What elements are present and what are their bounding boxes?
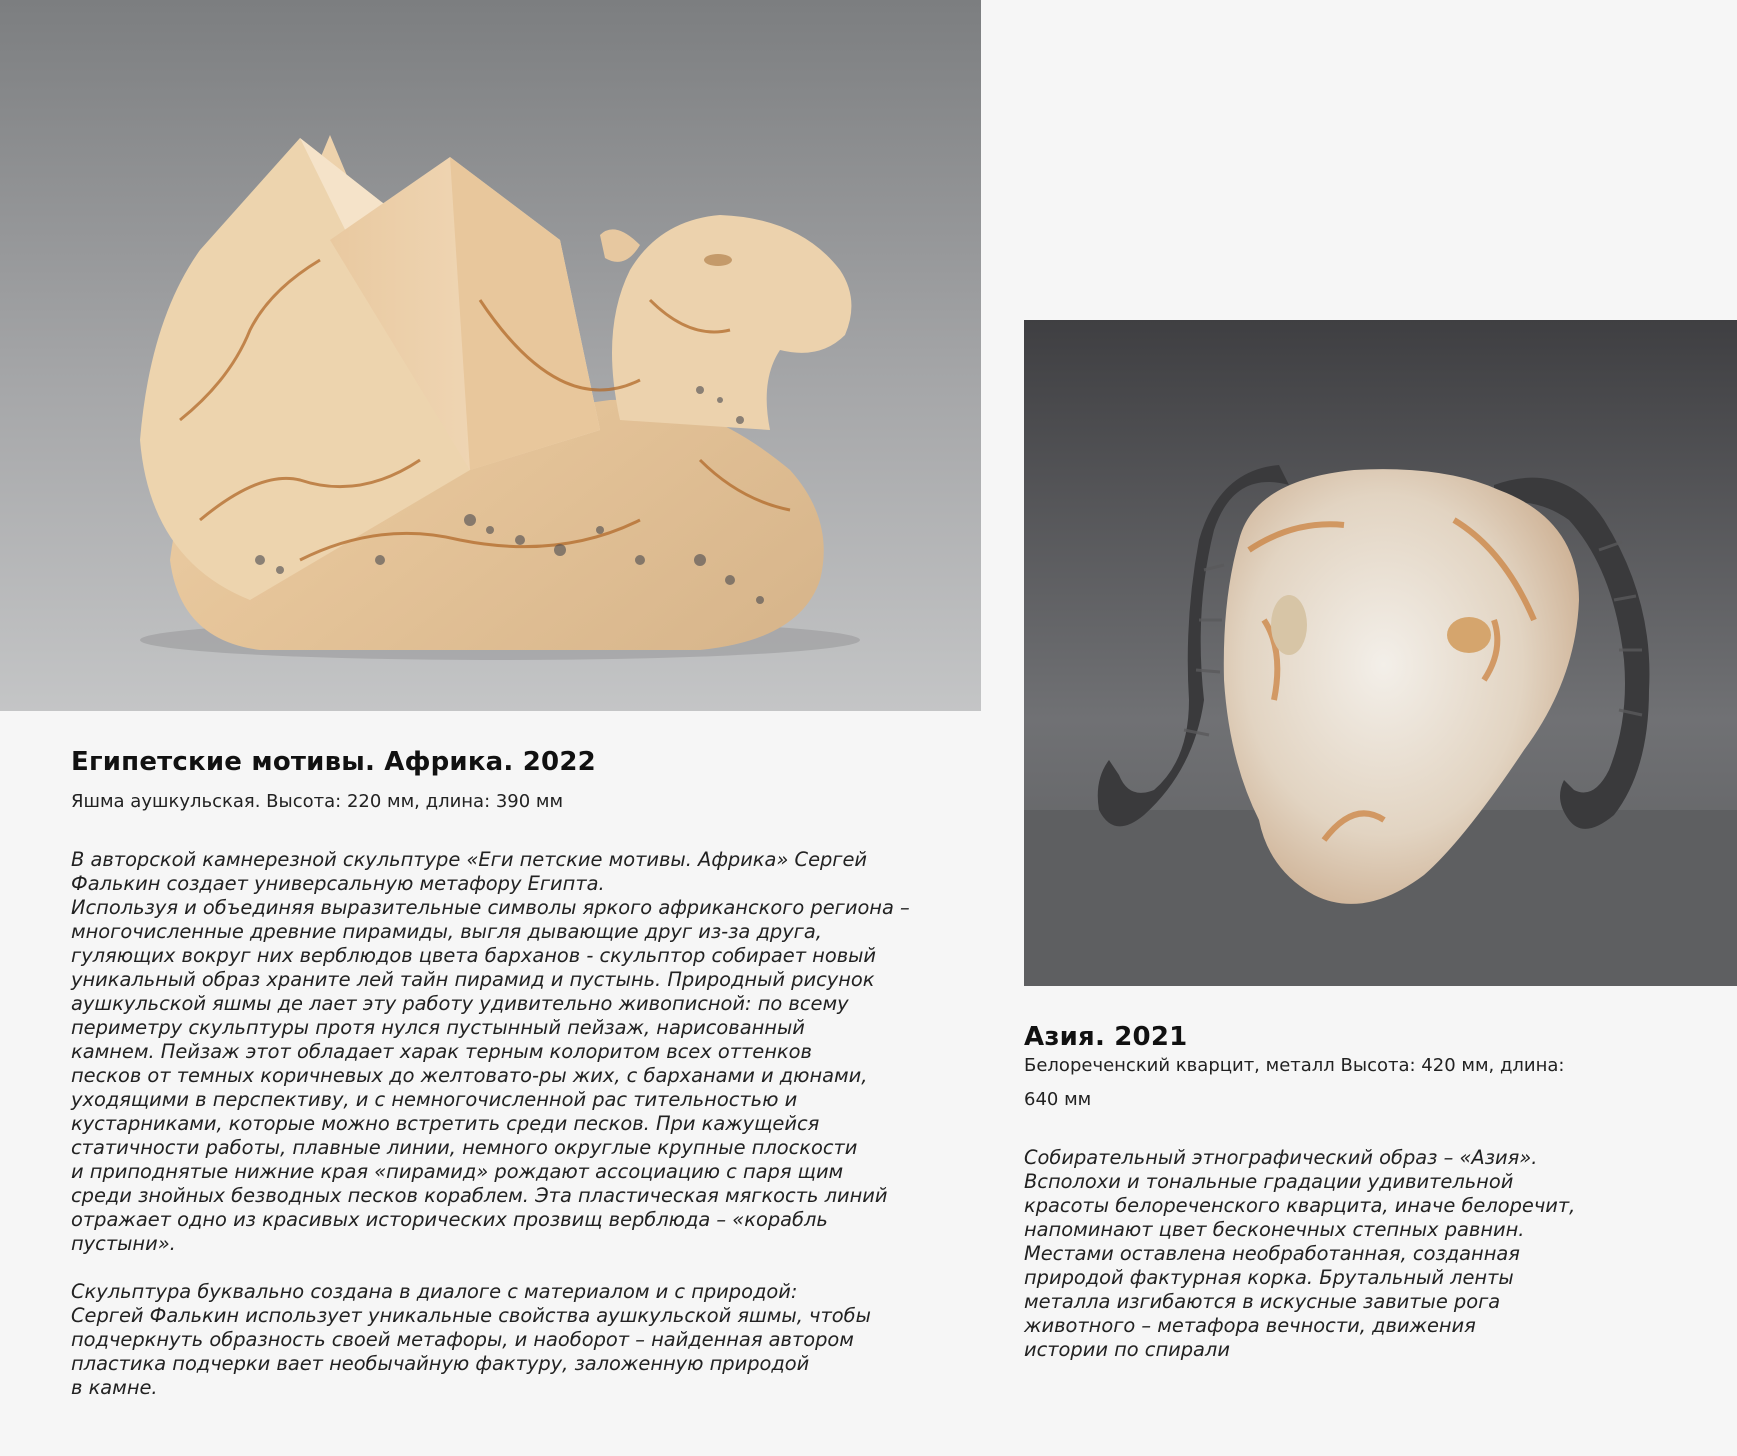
- asia-sculpture-photo: [1024, 320, 1737, 986]
- asia-sculpture-image: [1024, 320, 1737, 986]
- africa-description-paragraph-1: В авторской камнерезной скульптуре «Еги петские мотивы. Африка» Сергей Фалькин создает универсальную метафору Египта. Используя и объединяя выразительные символы яркого африканского региона – многочисленные древние пирамиды, выгля дывающие друг из-за друга, гуляющих вокруг них верблюдов цвета барханов - скульптор собирает новый уникальный образ храните лей тайн пирамид и пустынь. Природный рисунок аушкульской яшмы де лает эту работу удивительно живописной: по всему периметру скульптуры протя нулся пустынный пейзаж, нарисованный камнем. Пейзаж этот обладает харак терным колоритом всех оттенков песков от темных коричневых до желтовато-ры жих, с барханами и дюнами, уходящими в перспективу, и с немногочисленной рас тительностью и кустарниками, которые можно встретить среди песков. При кажущейся статичности работы, плавные линии, немного округлые крупные плоскости и приподнятые нижние края «пирамид» рождают ассоциацию с паря щим среди знойных безводных песков кораблем. Эта пластическая мягкость линий отражает одно из красивых исторических прозвищ верблюда – «корабль пустыни».: [71, 848, 910, 1255]
- africa-artwork-title: Египетские мотивы. Африка. 2022: [71, 747, 596, 777]
- asia-artwork-title: Азия. 2021: [1024, 1022, 1188, 1052]
- africa-artwork-description: [71, 848, 971, 1400]
- africa-sculpture-photo: [0, 0, 981, 711]
- asia-artwork-material: [1024, 1049, 1664, 1117]
- africa-sculpture-image: [0, 0, 981, 711]
- africa-description-paragraph-2: Скульптура буквально создана в диалоге с материалом и с природой: Сергей Фалькин использует уникальные свойства аушкульской яшмы, чтобы подчеркнуть образность своей метафоры, и наоборот – найденная автором пластика подчерки вает необычайную фактуру, заложенную природой в камне.: [71, 1280, 871, 1399]
- asia-description-paragraph-1: Собирательный этнографический образ – «Азия». Всполохи и тональные градации удивительной красоты белореченского кварцита, иначе белоречит, напоминают цвет бесконечных степных равнин. Местами оставлена необработанная, созданная природой фактурная корка. Брутальный ленты металла изгибаются в искусные завитые рога животного – метафора вечности, движения истории по спирали: [1024, 1146, 1576, 1361]
- africa-artwork-material: Яшма аушкульская. Высота: 220 мм, длина: 390 мм: [71, 791, 564, 812]
- asia-artwork-description: [1024, 1146, 1704, 1362]
- asia-artwork-material-text: Белореченский кварцит, металл Высота: 420 мм, длина: 640 мм: [1024, 1055, 1565, 1110]
